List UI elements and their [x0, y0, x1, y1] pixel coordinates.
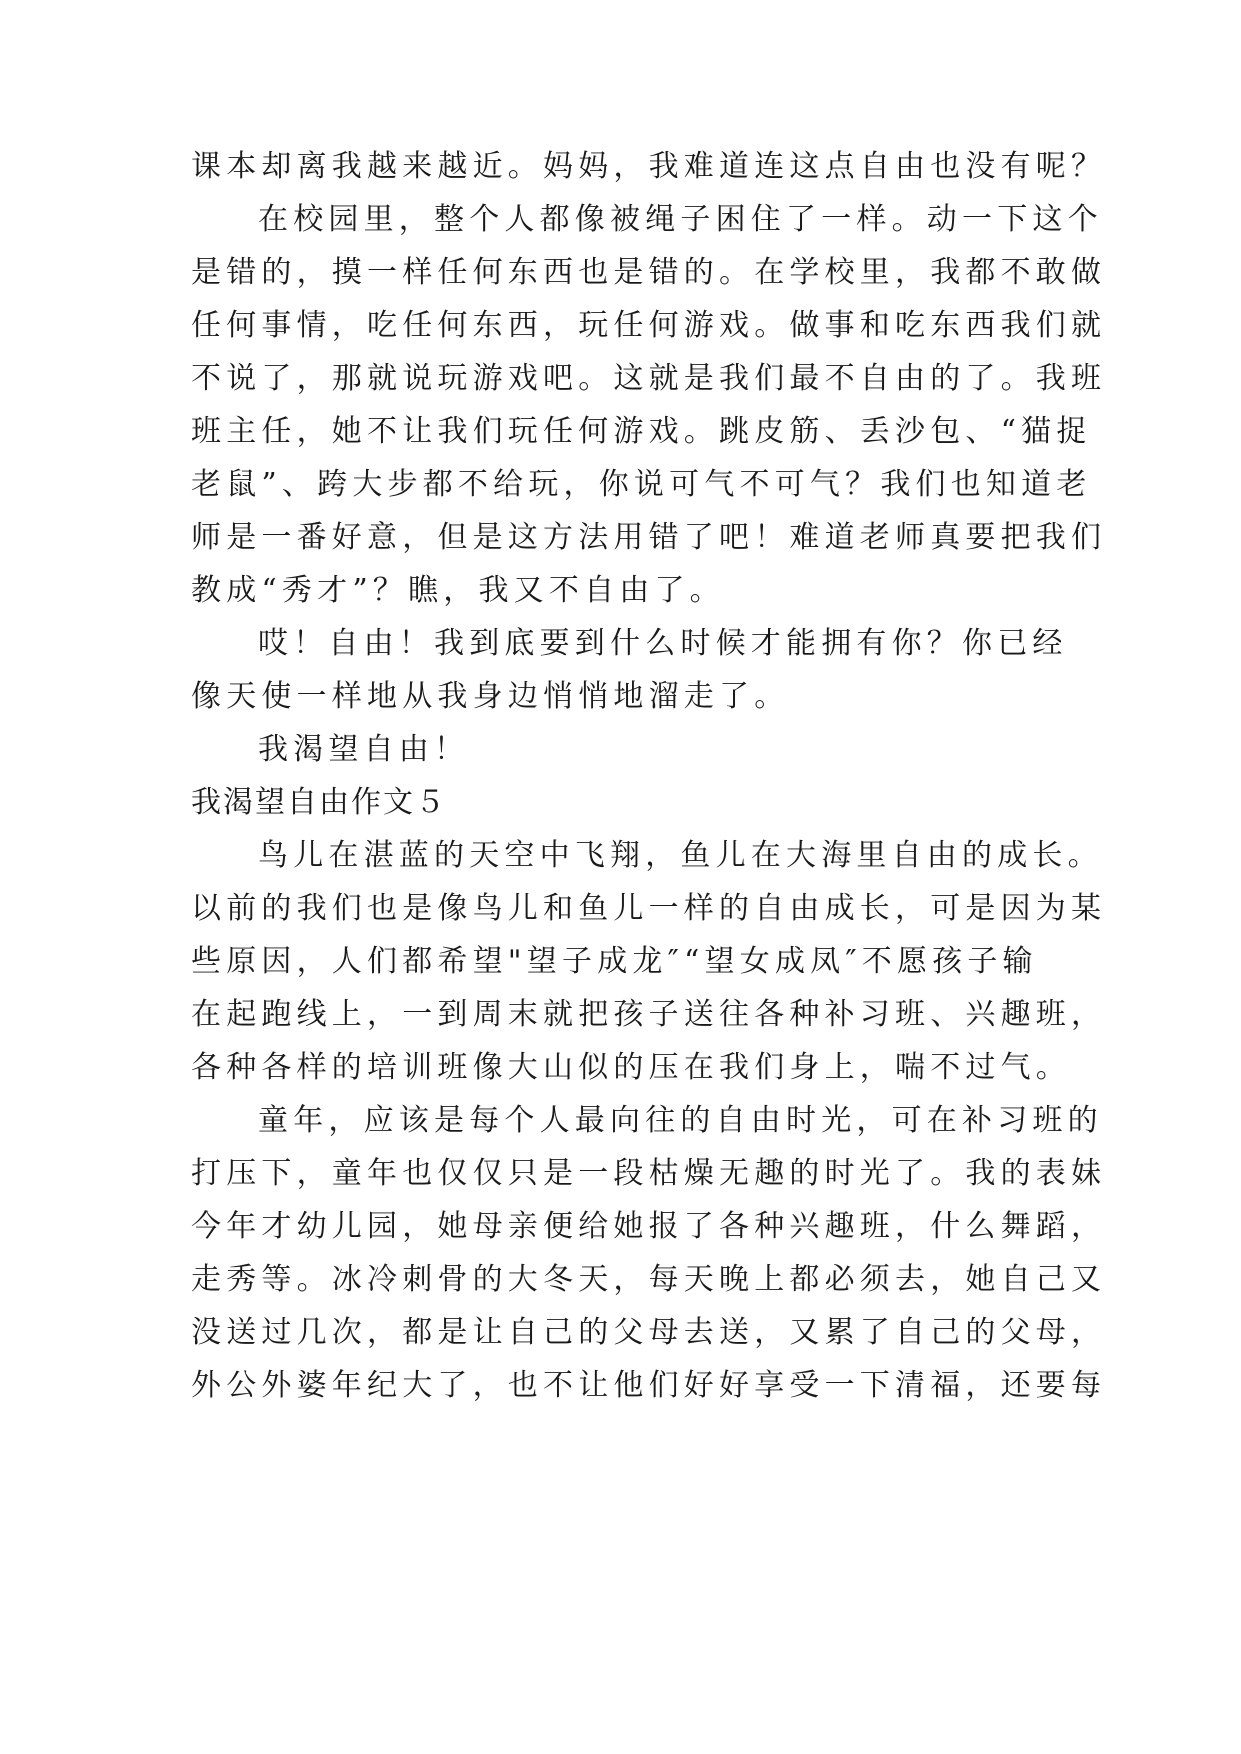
- text-line: 些原因，人们都希望"望子成龙″“望女成凤″不愿孩子输: [191, 944, 1038, 979]
- paragraph-start: 我渴望自由！: [258, 732, 470, 767]
- paragraph-start: 鸟儿在湛蓝的天空中飞翔，鱼儿在大海里自由的成长。: [258, 838, 1103, 873]
- text-line: 像天使一样地从我身边悄悄地溜走了。: [191, 679, 790, 714]
- text-line: 走秀等。冰冷刺骨的大冬天，每天晚上都必须去，她自己又: [191, 1262, 1107, 1297]
- text-line: 师是一番好意，但是这方法用错了吧！难道老师真要把我们: [191, 520, 1107, 555]
- paragraph-start: 哎！自由！我到底要到什么时候才能拥有你？你已经: [258, 626, 1068, 661]
- text-line: 是错的，摸一样任何东西也是错的。在学校里，我都不敢做: [191, 255, 1107, 290]
- text-line: 今年才幼儿园，她母亲便给她报了各种兴趣班，什么舞蹈，: [191, 1209, 1107, 1244]
- text-line: 不说了，那就说玩游戏吧。这就是我们最不自由的了。我班: [191, 361, 1107, 396]
- text-line: 没送过几次，都是让自己的父母去送，又累了自己的父母，: [191, 1315, 1107, 1350]
- text-line: 老鼠”、跨大步都不给玩，你说可气不可气？我们也知道老: [191, 467, 1092, 502]
- text-line: 各种各样的培训班像大山似的压在我们身上，喘不过气。: [191, 1050, 1071, 1085]
- paragraph-start: 在校园里，整个人都像被绳子困住了一样。动一下这个: [258, 202, 1103, 237]
- text-line: 在起跑线上，一到周末就把孩子送往各种补习班、兴趣班，: [191, 997, 1107, 1032]
- text-line: 打压下，童年也仅仅只是一段枯燥无趣的时光了。我的表妹: [191, 1156, 1107, 1191]
- section-heading: 我渴望自由作文５: [191, 785, 447, 820]
- paragraph-start: 童年，应该是每个人最向往的自由时光，可在补习班的: [258, 1103, 1103, 1138]
- text-line: 以前的我们也是像鸟儿和鱼儿一样的自由成长，可是因为某: [191, 891, 1107, 926]
- text-line: 班主任，她不让我们玩任何游戏。跳皮筋、丢沙包、“猫捉: [191, 414, 1092, 449]
- text-line: 教成“秀才”？瞧，我又不自由了。: [191, 573, 725, 608]
- text-line: 任何事情，吃任何东西，玩任何游戏。做事和吃东西我们就: [191, 308, 1107, 343]
- text-line: 外公外婆年纪大了，也不让他们好好享受一下清福，还要每: [191, 1368, 1107, 1403]
- text-line: 课本却离我越来越近。妈妈，我难道连这点自由也没有呢？: [191, 149, 1107, 184]
